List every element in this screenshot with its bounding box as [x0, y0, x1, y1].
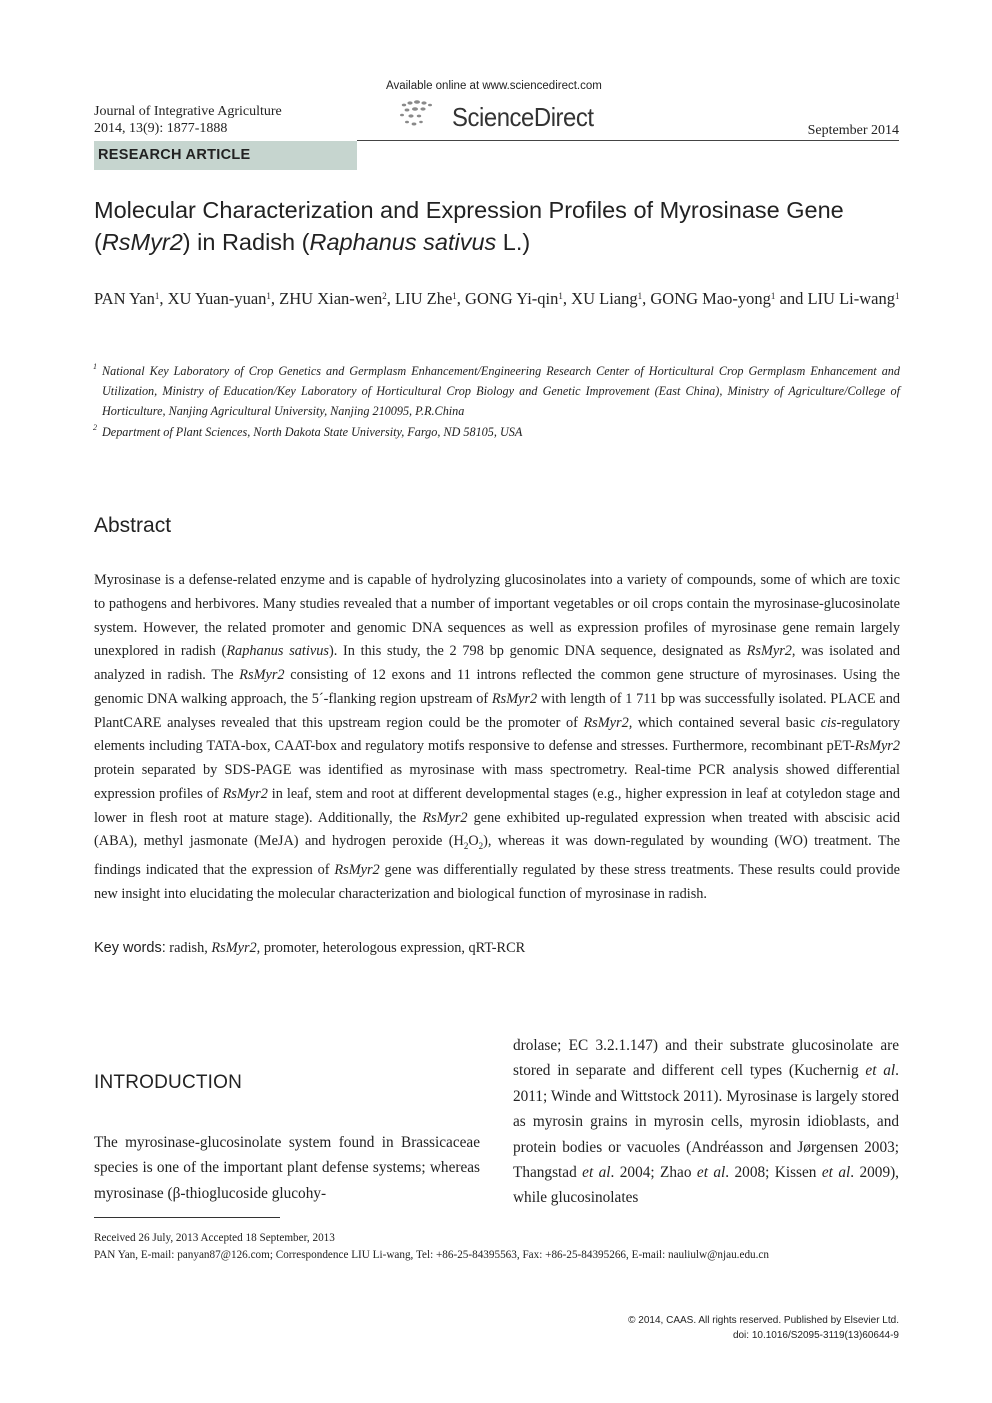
author-affiliation-mark: 1: [894, 291, 900, 301]
title-part: L.): [496, 229, 531, 255]
text-run: consisting of 12 exons and 11 introns reflected the common gene structure of myrosinases. Using the genomic DNA walking approach, the 5´-flanking region upstream of: [94, 667, 900, 707]
text-run: ). In this study, the 2 798 bp genomic DNA sequence, designated as: [328, 643, 747, 660]
issue-date: September 2014: [807, 123, 899, 138]
text-run: gene was differentially regulated by these stress treatments. These results could provide new insight into elucidating the molecular characterization and biological function of myrosinase in radish.: [94, 861, 901, 902]
available-online-link[interactable]: Available online at www.sciencedirect.com: [386, 80, 602, 92]
text-run: ), whereas it was down-regulated by wounding (WO) treatment. The findings indicated that the expression of: [94, 833, 900, 878]
journal-name: Journal of Integrative Agriculture: [94, 104, 282, 119]
received-dates: Received 26 July, 2013 Accepted 18 September, 2013: [94, 1232, 335, 1244]
author-name: GONG Mao-yong: [650, 289, 771, 308]
author-list: PAN Yan$^1$, XU Yuan-yuan$^1$, ZHU Xian-wen$^2$, LIU Zhe$^1$, GONG Yi-qin$^1$, XU Liang$^1$, GONG Mao-yong$^1$ and LIU Li-wang$^1$: [94, 289, 900, 308]
text-run: in leaf, stem and root at different developmental stages (e.g., higher expression in leaf at cotyledon stage and lower in flesh root at mature stage). Additionally, the: [94, 785, 900, 826]
journal-volume: 2014, 13(9): 1877-1888: [94, 121, 228, 136]
author-affiliation-mark: 1: [452, 291, 457, 301]
author-name: LIU Li-wang: [807, 289, 895, 308]
text-run: , promoter, heterologous expression, qRT-RCR: [256, 940, 526, 956]
author-name: ZHU Xian-wen: [279, 289, 383, 308]
title-part: ) in Radish (: [182, 229, 310, 255]
text-run: . 2011; Winde and Wittstock 2011). Myrosinase is largely stored as myrosin grains in myrosin cells, myrosin idioblasts, and protein bodies or vacuoles (Andréasson and Jørgensen 2003; Thangstad: [513, 1062, 899, 1182]
footnote-divider: [94, 1217, 280, 1218]
italic-run: RsMyr2: [334, 861, 380, 878]
keywords-label: Key words:: [94, 940, 166, 956]
author-name: XU Yuan-yuan: [167, 289, 267, 308]
text-run: drolase; EC 3.2.1.147) and their substrate glucosinolate are stored in separate and different cell types (Kuchernig: [513, 1037, 899, 1080]
sciencedirect-wordmark: ScienceDirect: [452, 102, 594, 132]
italic-run: et al: [865, 1062, 896, 1080]
title-species: Raphanus sativus: [309, 229, 497, 255]
italic-run: et al: [696, 1164, 726, 1182]
abstract-body: [94, 569, 900, 906]
italic-run: RsMyr2: [222, 785, 268, 802]
introduction-heading: INTRODUCTION: [94, 1072, 243, 1093]
text-run: O: [468, 833, 479, 850]
title-part: Molecular Characterization and Expression Profiles of Myrosinase Gene (: [94, 197, 844, 255]
italic-run: RsMyr2: [491, 690, 538, 707]
author-name: PAN Yan: [94, 289, 155, 308]
affiliation-item: [94, 422, 900, 442]
author-name: LIU Zhe: [395, 289, 453, 308]
author-conjunction: and: [779, 289, 804, 308]
author-name: XU Liang: [571, 289, 638, 308]
text-run: The myrosinase-glucosinolate system found in Brassicaceae species is one of the important plant defense systems; whereas myrosinase (β-thioglucoside glucohy-: [94, 1134, 480, 1202]
text-run: gene exhibited up-regulated expression when treated with abscisic acid (ABA), methyl jasmonate (MeJA) and hydrogen peroxide (H: [94, 809, 900, 850]
italic-run: Raphanus sativus: [226, 643, 329, 660]
text-run: Myrosinase is a defense-related enzyme and is capable of hydrolyzing glucosinolates into a variety of compounds, some of which are toxic to pathogens and herbivores. Many studies revealed that a number of important vegetables or oil crops contain the myrosinase-glucosinolate system. However, the related promoter and genomic DNA sequences as well as expression profiles of myrosinase gene remain largely unexplored in radish (: [94, 572, 900, 660]
text-run: . 2009), while glucosinolates: [513, 1164, 900, 1207]
author-name: GONG Yi-qin: [465, 289, 559, 308]
text-run: which contained several basic: [632, 714, 821, 731]
doi-link[interactable]: doi: 10.1016/S2095-3119(13)60644-9: [732, 1330, 899, 1341]
text-run: with length of 1 711 bp was successfully isolated. PLACE and PlantCARE analyses revealed that this upstream region could be the promoter of: [94, 690, 900, 731]
title-gene: RsMyr2: [101, 229, 183, 255]
text-run: protein separated by SDS-PAGE was identified as myrosinase with mass spectrometry. Real-time PCR analysis showed differential expression profiles of: [94, 762, 900, 802]
author-affiliation-mark: 1: [154, 291, 160, 301]
italic-run: et al: [821, 1164, 851, 1182]
affiliation-text: Department of Plant Sciences, North Dakota State University, Fargo, ND 58105, USA: [102, 424, 523, 439]
author-affiliation-mark: 1: [637, 291, 643, 301]
subscript-run: 2: [463, 841, 469, 852]
italic-run: cis: [820, 714, 837, 731]
italic-run: et al: [582, 1164, 611, 1182]
keywords-list: [166, 940, 525, 956]
affiliation-mark: 1: [93, 362, 97, 371]
affiliation-mark: 2: [93, 422, 97, 432]
affiliation-text: National Key Laboratory of Crop Genetics and Germplasm Enhancement/Engineering Research Center of Horticultural Crop Germplasm Enhancement and Utilization, Ministry of Education/Key Laboratory of Horticultural Crop Biology and Genetic Improvement (East China), Ministry of Agriculture/College of Horticulture, Nanjing Agricultural University, Nanjing 210095, P.R.China: [102, 364, 900, 419]
header-divider: [357, 140, 899, 141]
italic-run: RsMyr2: [746, 643, 792, 660]
text-run: -regulatory elements including TATA-box, CAAT-box and regulatory motifs responsive to defense and stresses. Furthermore, recombinant pET-: [94, 714, 900, 755]
subscript-run: 2: [478, 841, 484, 852]
italic-run: RsMyr2,: [583, 714, 633, 731]
article-type-badge: RESEARCH ARTICLE: [94, 141, 357, 170]
sciencedirect-logo-icon: [398, 97, 438, 133]
copyright-notice: © 2014, CAAS. All rights reserved. Published by Elsevier Ltd.: [628, 1315, 899, 1326]
article-title: [94, 194, 914, 258]
text-run: . 2004; Zhao: [610, 1164, 697, 1182]
affiliation-list: [94, 361, 900, 442]
contact-info: PAN Yan, E-mail: panyan87@126.com; Correspondence LIU Li-wang, Tel: +86-25-84395563, Fax: +86-25-84395266, E-mail: nauliulw@njau.edu.cn: [94, 1249, 769, 1261]
text-run: , was isolated and analyzed in radish. The: [94, 643, 900, 683]
keywords: [94, 938, 525, 958]
text-run: radish,: [165, 940, 212, 956]
author-affiliation-mark: 1: [558, 291, 563, 301]
introduction-column-left: [94, 1130, 480, 1206]
author-affiliation-mark: 1: [266, 291, 271, 301]
italic-run: RsMyr2: [239, 667, 285, 683]
introduction-column-right: [513, 1033, 899, 1211]
author-affiliation-mark: 2: [382, 291, 387, 301]
italic-run: RsMyr2: [422, 809, 468, 826]
italic-run: RsMyr2: [211, 940, 257, 956]
author-affiliation-mark: 1: [770, 291, 776, 301]
affiliation-item: [94, 361, 900, 422]
text-run: . 2008; Kissen: [725, 1164, 822, 1182]
italic-run: RsMyr2: [854, 738, 900, 755]
abstract-heading: Abstract: [94, 514, 172, 537]
